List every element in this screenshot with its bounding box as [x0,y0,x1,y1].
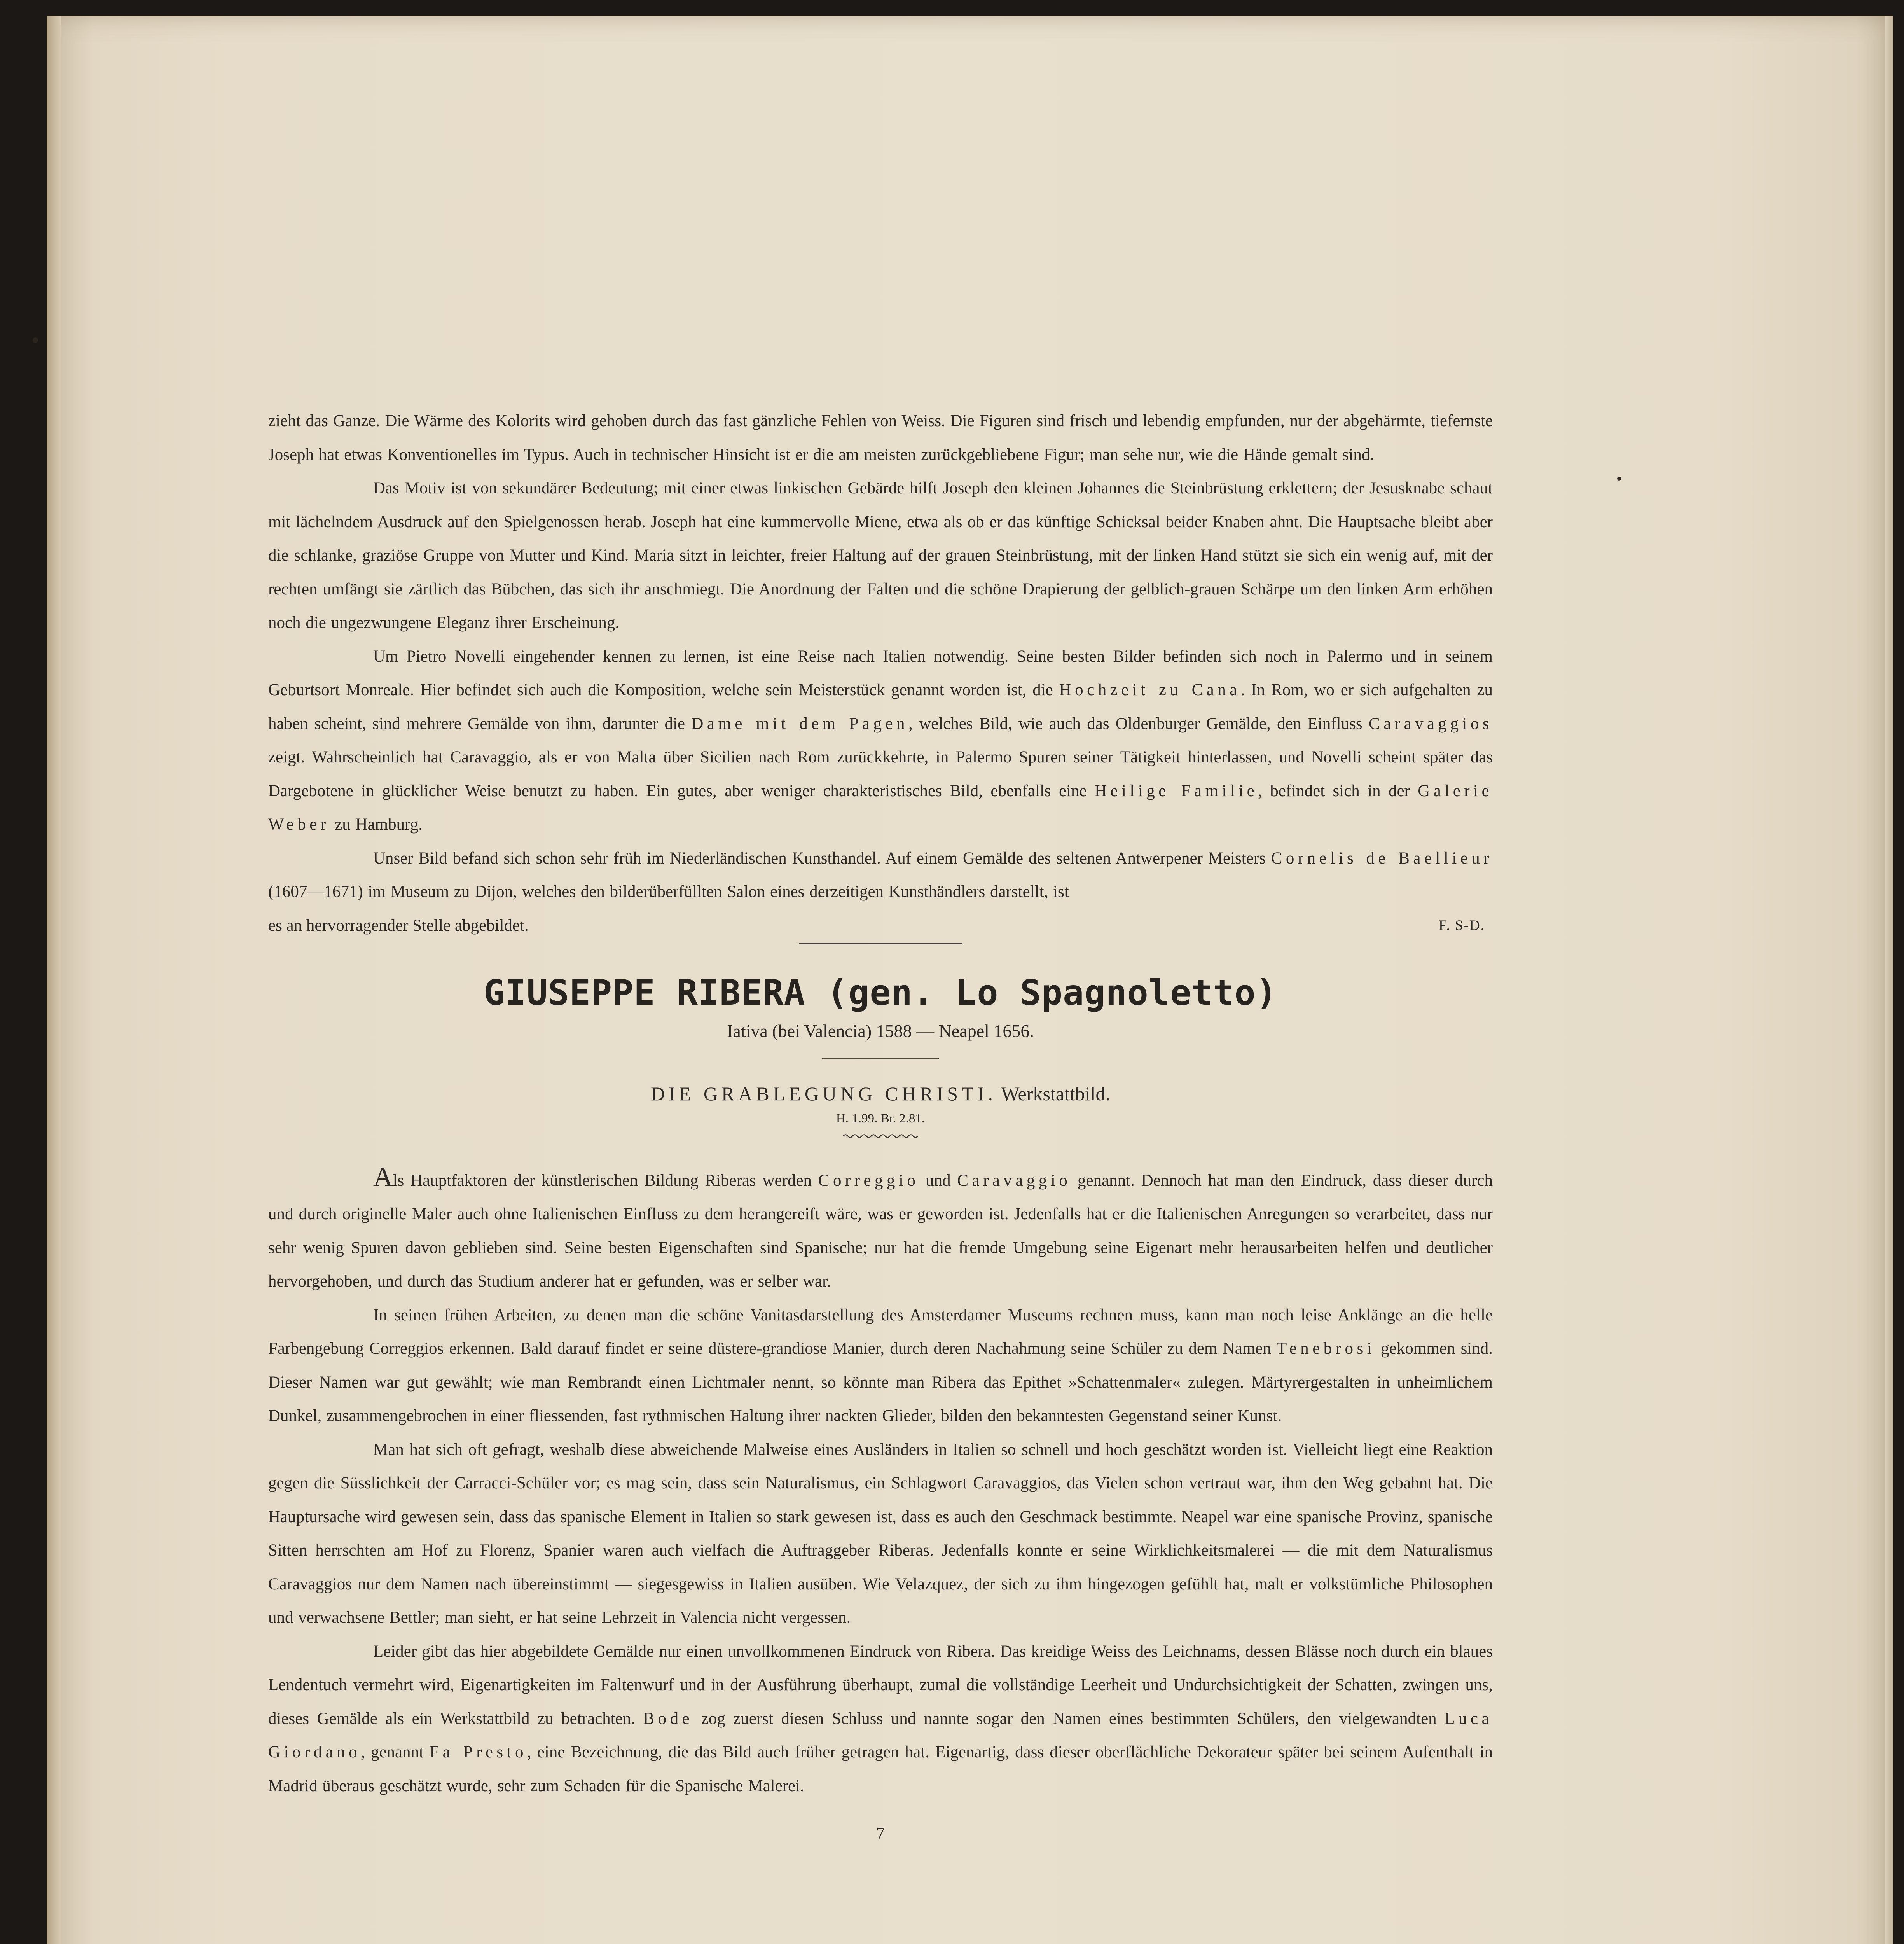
author-signature: F. S-D. [1439,917,1485,934]
ribera-paragraph-3: Man hat sich oft gefragt, weshalb diese abweichende Malweise eines Ausländers in Italien so schnell und hoch geschätzt worden ist. Vielleicht liegt eine Reaktion gegen die Süsslichkeit der Carracci-Schüler vor; es mag sein, dass sein Naturalismus, ein Schlagwort Caravaggios, das Vielen schon vertraut war, ihm den Weg gebahnt hat. Die Hauptursache wird gewesen sein, dass das spanische Element in Italien so stark gewesen ist, dass es auch den Geschmack bestimmte. Neapel war eine spanische Provinz, spanische Sitten herrschten am Hof zu Florenz, Spanier waren auch vielfach die Auftraggeber Riberas. Jedenfalls konnte er seine Wirklichkeitsmalerei — die mit dem Naturalismus Caravaggios nur dem Namen nach übereinstimmt — siegesgewiss in Italien ausüben. Wie Velazquez, der sich zu ihm hingezogen gefühlt hat, malt er volkstümliche Philosophen und verwachsene Bettler; man sieht, er hat seine Lehrzeit in Valencia nicht vergessen. [268,1440,1493,1627]
painting-title-caps: DIE GRABLEGUNG CHRISTI. [651,1082,997,1105]
text-run: In seinen frühen Arbeiten, zu denen man die schöne Vanitasdarstellung des Amsterdamer Museums rechnen muss, kann man noch leise Anklänge an die helle Farbengebung Correggios erkennen. Bald darauf findet er seine düstere-grandiose Manier, durch deren Nachahmung seine Schüler zu dem Namen [268,1306,1493,1358]
ribera-article [268,1164,1493,1803]
painting-dimensions: H. 1.99. Br. 2.81. [836,1111,925,1126]
ribera-paragraph-1 [268,1164,1493,1299]
ornament-squiggle [842,1132,919,1140]
text-run: und [919,1171,957,1190]
text-run: Um Pietro Novelli eingehender kennen zu lernen, ist eine Reise nach Italien notwendig. Seine besten Bilder befinden sich noch in Palermo und in seinem Geburtsort Monreale. Hier befindet sich auch die Komposition, welche sein Meisterstück genannt worden ist, die [268,647,1493,699]
spaced-name: Bode [643,1709,693,1728]
spaced-name: Caravaggios [1368,714,1493,733]
page-number: 7 [876,1824,885,1843]
heading-divider [822,1058,939,1059]
text-run: . In Rom, wo er sich aufgehalten zu haben scheint, sind mehrere Gemälde von ihm, darunter die [268,681,1493,733]
spaced-name: Fa Presto [430,1743,527,1761]
text-run: zeigt. Wahrscheinlich hat Caravaggio, als er von Malta über Sicilien nach Rom zurückkehrte, in Palermo Spuren seiner Tätigkeit hinterlassen, und Novelli scheint später das Dargebotene in glücklicher Weise benutzt zu haben. Ein gutes, aber weniger charakteristisches Bild, ebenfalls eine [268,748,1493,800]
text-run: , welches Bild, wie auch das Oldenburger Gemälde, den Einfluss [908,714,1369,733]
spaced-name: Galerie Weber [268,781,1493,834]
page-content [268,404,1493,1847]
text-run: (1607—1671) im Museum zu Dijon, welches den bilderüberfüllten Salon eines derzeitigen Kunsthändlers darstellt, ist [268,883,1069,901]
ribera-paragraph-2 [268,1299,1493,1433]
section-divider [799,943,962,944]
text-run: gekommen sind. Dieser Namen war gut gewählt; wie man Rembrandt einen Lichtmaler nennt, so könnte man Ribera das Epithet »Schattenmaler« zulegen. Märtyrergestalten in unheimlichem Dunkel, zusammengebrochen in einer fliessenden, fast rythmischen Haltung ihrer nackten Glieder, bilden den bekanntesten Gegenstand seiner Kunst. [268,1339,1493,1425]
spaced-name: Hochzeit zu Cana [1059,681,1241,699]
text-run: , genannt [361,1743,430,1761]
painting-note: Werkstattbild. [1001,1082,1110,1105]
artist-life-dates: Iativa (bei Valencia) 1588 — Neapel 1656. [727,1021,1034,1041]
ribera-paragraph-4 [268,1635,1493,1803]
text-run: Unser Bild befand sich schon sehr früh im Niederländischen Kunsthandel. Auf einem Gemälde des seltenen Antwerpener Meisters [373,849,1271,867]
spaced-name: Cornelis de Baellieur [1271,849,1493,867]
continuation-paragraph-3 [268,640,1493,842]
scan-speck [33,337,38,343]
spaced-name: Tenebrosi [1277,1339,1376,1358]
page-right-edge [1885,16,1893,1944]
continuation-closing-line: es an hervorragender Stelle abgebildet. [268,916,529,935]
text-run: ls Hauptfaktoren der künstlerischen Bildung Riberas werden [393,1171,818,1190]
text-run: genannt. Dennoch hat man den Eindruck, dass dieser durch und durch originelle Maler auch ohne Italienischen Einfluss zu dem herangereift wäre, was er geworden ist. Jedenfalls hat er die Italienischen Anregungen so verarbeitet, dass nur sehr wenig Spuren davon geblieben sind. Seine besten Eigenschaften sind Spanische; nur hat die fremde Umgebung seine Eigenart mehr herausarbeiten helfen und deutlicher hervorgehoben, und durch das Studium anderer hat er gefunden, was er selber war. [268,1171,1493,1290]
attribution-line [268,909,1493,942]
binding-edge [47,16,61,1944]
artist-heading: GIUSEPPE RIBERA (gen. Lo Spagnoletto) [484,972,1277,1013]
text-run: Leider gibt das hier abgebildete Gemälde nur einen unvollkommenen Eindruck von Ribera. Das kreidige Weiss des Leichnams, dessen Blässe noch durch ein blaues Lendentuch vermehrt wird, Eigenartigkeiten im Faltenwurf und in der Ausführung überhaupt, zumal die vollständige Leerheit und Undurchsichtigkeit der Schatten, zwingen uns, dieses Gemälde als ein Werkstattbild zu betrachten. [268,1642,1493,1728]
spaced-name: Dame mit dem Pagen [691,714,908,733]
text-run: , eine Bezeichnung, die das Bild auch früher getragen hat. Eigenartig, dass dieser oberflächliche Dekorateur später bei seinem Aufenthalt in Madrid überaus geschätzt wurde, sehr zum Schaden für die Spanische Malerei. [268,1743,1493,1795]
text-run: , befindet sich in der [1258,781,1418,800]
text-run: zu Hamburg. [330,815,423,834]
spaced-name: Correggio [818,1171,919,1190]
spaced-name: Luca Giordano [268,1709,1493,1761]
continuation-paragraph-2: Das Motiv ist von sekundärer Bedeutung; mit einer etwas linkischen Gebärde hilft Joseph den kleinen Johannes die Steinbrüstung erklettern; der Jesusknabe schaut mit lächelndem Ausdruck auf den Spielgenossen herab. Joseph hat eine kummervolle Miene, etwa als ob er das künftige Schicksal beider Knaben ahnt. Die Hauptsache bleibt aber die schlanke, graziöse Gruppe von Mutter und Kind. Maria sitzt in leichter, freier Haltung auf der grauen Steinbrüstung, mit der linken Hand stützt sie sich ein wenig auf, mit der rechten umfängt sie zärtlich das Bübchen, das sich ihr anschmiegt. Die Anordnung der Falten und die schöne Drapierung der gelblich-grauen Schärpe um den linken Arm erhöhen noch die ungezwungene Eleganz ihrer Erscheinung. [268,479,1493,632]
spaced-name: Heilige Familie [1094,781,1258,800]
continuation-paragraph-1: zieht das Ganze. Die Wärme des Kolorits wird gehoben durch das fast gänzliche Fehlen von Weiss. Die Figuren sind frisch und lebendig empfunden, nur der abgehärmte, tiefernste Joseph hat etwas Konventionelles im Typus. Auch in technischer Hinsicht ist er die am meisten zurückgebliebene Figur; man sehe nur, wie die Hände gemalt sind. [268,412,1493,464]
painting-title [268,1081,1493,1107]
scan-speck [1617,477,1621,481]
ribera-paragraph-1-text [268,1171,1493,1291]
continuation-paragraph-4 [268,842,1493,909]
initial-letter: A [373,1162,393,1192]
spaced-name: Caravaggio [957,1171,1071,1190]
text-run: zog zuerst diesen Schluss und nannte sogar den Namen eines bestimmten Schülers, den vielgewandten [693,1709,1445,1728]
